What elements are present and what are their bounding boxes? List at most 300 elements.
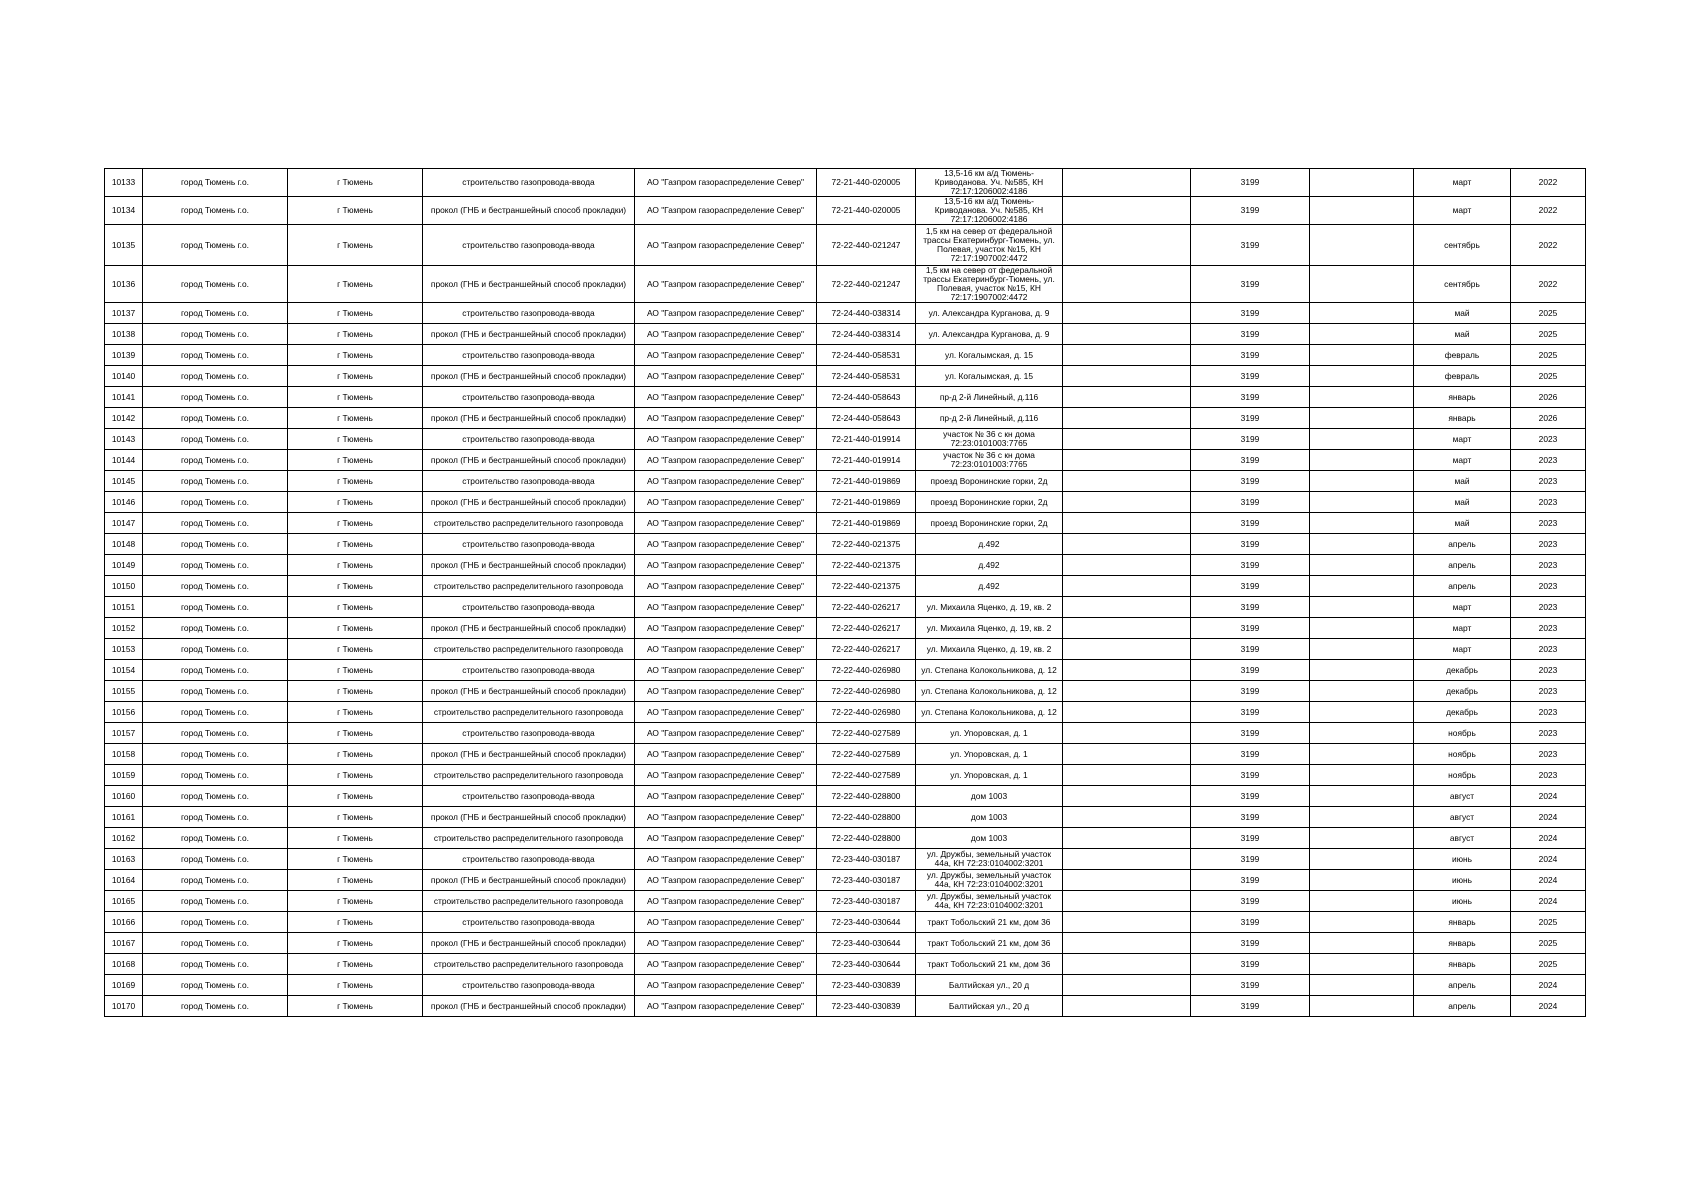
cell-work-type: прокол (ГНБ и бестраншейный способ прокладки) <box>423 681 635 702</box>
cell-row-number: 10169 <box>105 975 143 996</box>
cell-work-type: прокол (ГНБ и бестраншейный способ прокладки) <box>423 870 635 891</box>
cell-application-number: 72-23-440-030644 <box>817 933 916 954</box>
cell-municipality: город Тюмень г.о. <box>143 807 288 828</box>
cell-empty-col-b <box>1310 912 1414 933</box>
cell-organization: АО "Газпром газораспределение Север" <box>635 555 817 576</box>
cell-organization: АО "Газпром газораспределение Север" <box>635 639 817 660</box>
cell-locality: г Тюмень <box>288 534 423 555</box>
cell-address: ул. Степана Колокольникова, д. 12 <box>916 681 1063 702</box>
cell-year: 2023 <box>1511 639 1586 660</box>
cell-municipality: город Тюмень г.о. <box>143 471 288 492</box>
cell-year: 2022 <box>1511 197 1586 225</box>
cell-address: Балтийская ул., 20 д <box>916 975 1063 996</box>
cell-month: апрель <box>1414 555 1511 576</box>
cell-empty-col-b <box>1310 513 1414 534</box>
table-row <box>105 576 1586 597</box>
cell-empty-col-a <box>1063 975 1191 996</box>
cell-month: ноябрь <box>1414 744 1511 765</box>
cell-tariff-code: 3199 <box>1191 266 1310 303</box>
cell-row-number: 10151 <box>105 597 143 618</box>
cell-organization: АО "Газпром газораспределение Север" <box>635 266 817 303</box>
cell-month: май <box>1414 324 1511 345</box>
cell-empty-col-b <box>1310 450 1414 471</box>
cell-locality: г Тюмень <box>288 597 423 618</box>
cell-address: ул. Михаила Яценко, д. 19, кв. 2 <box>916 618 1063 639</box>
cell-year: 2025 <box>1511 345 1586 366</box>
table-row <box>105 702 1586 723</box>
cell-address: ул. Степана Колокольникова, д. 12 <box>916 702 1063 723</box>
cell-work-type: строительство распределительного газопровода <box>423 702 635 723</box>
cell-empty-col-b <box>1310 765 1414 786</box>
cell-empty-col-b <box>1310 870 1414 891</box>
cell-tariff-code: 3199 <box>1191 429 1310 450</box>
table-row <box>105 366 1586 387</box>
cell-address: пр-д 2-й Линейный, д.116 <box>916 387 1063 408</box>
table-row <box>105 169 1586 197</box>
cell-empty-col-a <box>1063 266 1191 303</box>
cell-locality: г Тюмень <box>288 933 423 954</box>
cell-tariff-code: 3199 <box>1191 660 1310 681</box>
cell-empty-col-b <box>1310 723 1414 744</box>
cell-work-type: прокол (ГНБ и бестраншейный способ прокладки) <box>423 197 635 225</box>
cell-month: август <box>1414 786 1511 807</box>
cell-empty-col-b <box>1310 303 1414 324</box>
cell-empty-col-b <box>1310 408 1414 429</box>
cell-municipality: город Тюмень г.о. <box>143 870 288 891</box>
cell-empty-col-b <box>1310 597 1414 618</box>
cell-empty-col-a <box>1063 534 1191 555</box>
cell-address: д.492 <box>916 555 1063 576</box>
cell-empty-col-a <box>1063 954 1191 975</box>
cell-locality: г Тюмень <box>288 429 423 450</box>
cell-month: декабрь <box>1414 681 1511 702</box>
table-row <box>105 197 1586 225</box>
table-row <box>105 408 1586 429</box>
cell-organization: АО "Газпром газораспределение Север" <box>635 513 817 534</box>
cell-application-number: 72-24-440-038314 <box>817 303 916 324</box>
table-row <box>105 450 1586 471</box>
cell-row-number: 10154 <box>105 660 143 681</box>
cell-tariff-code: 3199 <box>1191 345 1310 366</box>
table-row <box>105 996 1586 1017</box>
cell-month: апрель <box>1414 576 1511 597</box>
cell-empty-col-a <box>1063 471 1191 492</box>
cell-address: ул. Дружбы, земельный участок 44а, КН 72:23:0104002:3201 <box>916 849 1063 870</box>
cell-month: январь <box>1414 387 1511 408</box>
cell-empty-col-b <box>1310 534 1414 555</box>
cell-row-number: 10156 <box>105 702 143 723</box>
cell-locality: г Тюмень <box>288 513 423 534</box>
cell-empty-col-b <box>1310 169 1414 197</box>
cell-empty-col-a <box>1063 723 1191 744</box>
cell-row-number: 10136 <box>105 266 143 303</box>
cell-work-type: строительство распределительного газопровода <box>423 954 635 975</box>
cell-work-type: строительство газопровода-ввода <box>423 345 635 366</box>
table-row <box>105 891 1586 912</box>
cell-work-type: прокол (ГНБ и бестраншейный способ прокладки) <box>423 744 635 765</box>
cell-empty-col-a <box>1063 597 1191 618</box>
cell-locality: г Тюмень <box>288 954 423 975</box>
cell-municipality: город Тюмень г.о. <box>143 975 288 996</box>
cell-municipality: город Тюмень г.о. <box>143 324 288 345</box>
cell-empty-col-b <box>1310 471 1414 492</box>
table-row <box>105 870 1586 891</box>
cell-address: ул. Дружбы, земельный участок 44а, КН 72:23:0104002:3201 <box>916 891 1063 912</box>
cell-row-number: 10135 <box>105 225 143 266</box>
cell-locality: г Тюмень <box>288 807 423 828</box>
cell-address: ул. Упоровская, д. 1 <box>916 744 1063 765</box>
cell-municipality: город Тюмень г.о. <box>143 954 288 975</box>
cell-work-type: строительство газопровода-ввода <box>423 225 635 266</box>
cell-municipality: город Тюмень г.о. <box>143 408 288 429</box>
cell-organization: АО "Газпром газораспределение Север" <box>635 387 817 408</box>
cell-row-number: 10161 <box>105 807 143 828</box>
cell-tariff-code: 3199 <box>1191 639 1310 660</box>
cell-organization: АО "Газпром газораспределение Север" <box>635 828 817 849</box>
cell-year: 2024 <box>1511 996 1586 1017</box>
cell-locality: г Тюмень <box>288 618 423 639</box>
cell-year: 2026 <box>1511 408 1586 429</box>
cell-organization: АО "Газпром газораспределение Север" <box>635 786 817 807</box>
cell-application-number: 72-21-440-019869 <box>817 492 916 513</box>
cell-work-type: строительство газопровода-ввода <box>423 723 635 744</box>
cell-locality: г Тюмень <box>288 387 423 408</box>
cell-row-number: 10140 <box>105 366 143 387</box>
cell-month: март <box>1414 450 1511 471</box>
cell-empty-col-a <box>1063 891 1191 912</box>
cell-application-number: 72-22-440-026980 <box>817 660 916 681</box>
cell-year: 2023 <box>1511 534 1586 555</box>
cell-address: дом 1003 <box>916 807 1063 828</box>
cell-work-type: прокол (ГНБ и бестраншейный способ прокладки) <box>423 933 635 954</box>
cell-year: 2022 <box>1511 169 1586 197</box>
cell-year: 2024 <box>1511 786 1586 807</box>
cell-municipality: город Тюмень г.о. <box>143 492 288 513</box>
cell-tariff-code: 3199 <box>1191 828 1310 849</box>
cell-municipality: город Тюмень г.о. <box>143 849 288 870</box>
cell-address: участок № 36 с кн дома 72:23:0101003:7765 <box>916 429 1063 450</box>
cell-organization: АО "Газпром газораспределение Север" <box>635 197 817 225</box>
cell-municipality: город Тюмень г.о. <box>143 765 288 786</box>
cell-address: Балтийская ул., 20 д <box>916 996 1063 1017</box>
cell-application-number: 72-22-440-028800 <box>817 807 916 828</box>
cell-row-number: 10138 <box>105 324 143 345</box>
cell-month: декабрь <box>1414 702 1511 723</box>
cell-address: тракт Тобольский 21 км, дом 36 <box>916 912 1063 933</box>
cell-empty-col-a <box>1063 492 1191 513</box>
cell-locality: г Тюмень <box>288 303 423 324</box>
cell-address: д.492 <box>916 534 1063 555</box>
cell-municipality: город Тюмень г.о. <box>143 828 288 849</box>
cell-month: март <box>1414 597 1511 618</box>
cell-empty-col-b <box>1310 744 1414 765</box>
cell-month: май <box>1414 303 1511 324</box>
cell-address: проезд Воронинские горки, 2д <box>916 471 1063 492</box>
table-row <box>105 786 1586 807</box>
cell-empty-col-b <box>1310 197 1414 225</box>
cell-year: 2025 <box>1511 912 1586 933</box>
cell-address: проезд Воронинские горки, 2д <box>916 513 1063 534</box>
cell-work-type: прокол (ГНБ и бестраншейный способ прокладки) <box>423 450 635 471</box>
table-row <box>105 933 1586 954</box>
cell-tariff-code: 3199 <box>1191 303 1310 324</box>
cell-locality: г Тюмень <box>288 870 423 891</box>
cell-application-number: 72-23-440-030839 <box>817 975 916 996</box>
cell-empty-col-a <box>1063 681 1191 702</box>
cell-year: 2025 <box>1511 366 1586 387</box>
cell-locality: г Тюмень <box>288 828 423 849</box>
cell-organization: АО "Газпром газораспределение Север" <box>635 933 817 954</box>
cell-organization: АО "Газпром газораспределение Север" <box>635 408 817 429</box>
cell-work-type: строительство газопровода-ввода <box>423 849 635 870</box>
cell-row-number: 10145 <box>105 471 143 492</box>
cell-organization: АО "Газпром газораспределение Север" <box>635 450 817 471</box>
cell-month: июнь <box>1414 849 1511 870</box>
cell-month: март <box>1414 197 1511 225</box>
cell-tariff-code: 3199 <box>1191 225 1310 266</box>
cell-organization: АО "Газпром газораспределение Север" <box>635 492 817 513</box>
cell-municipality: город Тюмень г.о. <box>143 660 288 681</box>
cell-work-type: строительство газопровода-ввода <box>423 303 635 324</box>
cell-application-number: 72-21-440-019869 <box>817 513 916 534</box>
cell-organization: АО "Газпром газораспределение Север" <box>635 954 817 975</box>
table-row <box>105 324 1586 345</box>
cell-empty-col-a <box>1063 996 1191 1017</box>
cell-year: 2024 <box>1511 849 1586 870</box>
cell-locality: г Тюмень <box>288 197 423 225</box>
cell-application-number: 72-21-440-019914 <box>817 450 916 471</box>
cell-address: 13,5-16 км а/д Тюмень-Криводанова. Уч. №585, КН 72:17:1206002:4186 <box>916 169 1063 197</box>
cell-locality: г Тюмень <box>288 744 423 765</box>
cell-year: 2025 <box>1511 324 1586 345</box>
table-row <box>105 744 1586 765</box>
cell-month: апрель <box>1414 975 1511 996</box>
cell-work-type: прокол (ГНБ и бестраншейный способ прокладки) <box>423 555 635 576</box>
cell-locality: г Тюмень <box>288 891 423 912</box>
cell-tariff-code: 3199 <box>1191 933 1310 954</box>
cell-empty-col-b <box>1310 786 1414 807</box>
cell-tariff-code: 3199 <box>1191 169 1310 197</box>
cell-empty-col-a <box>1063 744 1191 765</box>
cell-organization: АО "Газпром газораспределение Север" <box>635 471 817 492</box>
cell-address: д.492 <box>916 576 1063 597</box>
cell-tariff-code: 3199 <box>1191 324 1310 345</box>
cell-tariff-code: 3199 <box>1191 513 1310 534</box>
cell-row-number: 10160 <box>105 786 143 807</box>
table-row <box>105 597 1586 618</box>
cell-application-number: 72-22-440-026980 <box>817 681 916 702</box>
cell-organization: АО "Газпром газораспределение Север" <box>635 597 817 618</box>
cell-month: ноябрь <box>1414 765 1511 786</box>
cell-empty-col-b <box>1310 702 1414 723</box>
cell-month: январь <box>1414 408 1511 429</box>
table-row <box>105 303 1586 324</box>
cell-locality: г Тюмень <box>288 492 423 513</box>
cell-empty-col-b <box>1310 891 1414 912</box>
cell-organization: АО "Газпром газораспределение Север" <box>635 681 817 702</box>
cell-municipality: город Тюмень г.о. <box>143 786 288 807</box>
cell-application-number: 72-21-440-019914 <box>817 429 916 450</box>
cell-locality: г Тюмень <box>288 324 423 345</box>
cell-municipality: город Тюмень г.о. <box>143 303 288 324</box>
cell-row-number: 10143 <box>105 429 143 450</box>
cell-row-number: 10148 <box>105 534 143 555</box>
cell-empty-col-b <box>1310 975 1414 996</box>
table-row <box>105 765 1586 786</box>
cell-address: тракт Тобольский 21 км, дом 36 <box>916 933 1063 954</box>
cell-municipality: город Тюмень г.о. <box>143 681 288 702</box>
cell-locality: г Тюмень <box>288 576 423 597</box>
cell-municipality: город Тюмень г.о. <box>143 534 288 555</box>
table-row <box>105 555 1586 576</box>
cell-month: декабрь <box>1414 660 1511 681</box>
cell-month: июнь <box>1414 870 1511 891</box>
cell-tariff-code: 3199 <box>1191 870 1310 891</box>
cell-year: 2024 <box>1511 807 1586 828</box>
cell-municipality: город Тюмень г.о. <box>143 639 288 660</box>
cell-work-type: прокол (ГНБ и бестраншейный способ прокладки) <box>423 618 635 639</box>
cell-tariff-code: 3199 <box>1191 597 1310 618</box>
cell-organization: АО "Газпром газораспределение Север" <box>635 169 817 197</box>
cell-month: май <box>1414 513 1511 534</box>
cell-empty-col-b <box>1310 492 1414 513</box>
cell-tariff-code: 3199 <box>1191 996 1310 1017</box>
cell-row-number: 10134 <box>105 197 143 225</box>
cell-empty-col-a <box>1063 912 1191 933</box>
cell-empty-col-a <box>1063 807 1191 828</box>
cell-municipality: город Тюмень г.о. <box>143 513 288 534</box>
cell-month: февраль <box>1414 345 1511 366</box>
cell-row-number: 10142 <box>105 408 143 429</box>
cell-row-number: 10164 <box>105 870 143 891</box>
table-row <box>105 471 1586 492</box>
cell-tariff-code: 3199 <box>1191 492 1310 513</box>
cell-municipality: город Тюмень г.о. <box>143 933 288 954</box>
cell-address: дом 1003 <box>916 786 1063 807</box>
table-row <box>105 345 1586 366</box>
cell-month: апрель <box>1414 996 1511 1017</box>
cell-tariff-code: 3199 <box>1191 387 1310 408</box>
cell-empty-col-a <box>1063 225 1191 266</box>
cell-locality: г Тюмень <box>288 169 423 197</box>
cell-locality: г Тюмень <box>288 849 423 870</box>
cell-locality: г Тюмень <box>288 912 423 933</box>
cell-empty-col-b <box>1310 996 1414 1017</box>
cell-locality: г Тюмень <box>288 660 423 681</box>
table-row <box>105 828 1586 849</box>
table-row <box>105 681 1586 702</box>
cell-year: 2026 <box>1511 387 1586 408</box>
table-row <box>105 513 1586 534</box>
cell-empty-col-a <box>1063 660 1191 681</box>
cell-work-type: строительство распределительного газопровода <box>423 828 635 849</box>
cell-year: 2022 <box>1511 266 1586 303</box>
cell-work-type: строительство газопровода-ввода <box>423 429 635 450</box>
cell-address: ул. Когалымская, д. 15 <box>916 345 1063 366</box>
cell-empty-col-a <box>1063 450 1191 471</box>
cell-work-type: строительство распределительного газопровода <box>423 891 635 912</box>
cell-organization: АО "Газпром газораспределение Север" <box>635 225 817 266</box>
cell-application-number: 72-22-440-027589 <box>817 744 916 765</box>
cell-municipality: город Тюмень г.о. <box>143 576 288 597</box>
cell-work-type: строительство распределительного газопровода <box>423 576 635 597</box>
cell-empty-col-a <box>1063 303 1191 324</box>
cell-application-number: 72-23-440-030187 <box>817 870 916 891</box>
cell-organization: АО "Газпром газораспределение Север" <box>635 849 817 870</box>
cell-year: 2023 <box>1511 492 1586 513</box>
cell-row-number: 10153 <box>105 639 143 660</box>
cell-application-number: 72-22-440-026217 <box>817 597 916 618</box>
cell-municipality: город Тюмень г.о. <box>143 387 288 408</box>
cell-row-number: 10144 <box>105 450 143 471</box>
cell-empty-col-a <box>1063 618 1191 639</box>
cell-address: ул. Упоровская, д. 1 <box>916 723 1063 744</box>
cell-empty-col-b <box>1310 660 1414 681</box>
cell-application-number: 72-24-440-058531 <box>817 366 916 387</box>
cell-row-number: 10139 <box>105 345 143 366</box>
cell-organization: АО "Газпром газораспределение Север" <box>635 576 817 597</box>
cell-locality: г Тюмень <box>288 765 423 786</box>
cell-tariff-code: 3199 <box>1191 954 1310 975</box>
cell-year: 2023 <box>1511 618 1586 639</box>
cell-organization: АО "Газпром газораспределение Север" <box>635 345 817 366</box>
cell-organization: АО "Газпром газораспределение Север" <box>635 366 817 387</box>
cell-organization: АО "Газпром газораспределение Север" <box>635 975 817 996</box>
cell-month: июнь <box>1414 891 1511 912</box>
cell-empty-col-a <box>1063 345 1191 366</box>
cell-locality: г Тюмень <box>288 786 423 807</box>
cell-year: 2025 <box>1511 954 1586 975</box>
cell-year: 2023 <box>1511 471 1586 492</box>
cell-organization: АО "Газпром газораспределение Север" <box>635 660 817 681</box>
cell-row-number: 10137 <box>105 303 143 324</box>
cell-month: май <box>1414 492 1511 513</box>
cell-application-number: 72-22-440-027589 <box>817 723 916 744</box>
cell-row-number: 10166 <box>105 912 143 933</box>
cell-application-number: 72-23-440-030839 <box>817 996 916 1017</box>
cell-year: 2024 <box>1511 870 1586 891</box>
cell-application-number: 72-21-440-020005 <box>817 169 916 197</box>
table-body <box>105 169 1586 1017</box>
data-table <box>104 168 1586 1017</box>
cell-address: 1,5 км на север от федеральной трассы Екатеринбург-Тюмень, ул. Полевая, участок №15, КН 72:17:1907002:4472 <box>916 266 1063 303</box>
cell-year: 2025 <box>1511 933 1586 954</box>
cell-year: 2023 <box>1511 681 1586 702</box>
cell-application-number: 72-21-440-020005 <box>817 197 916 225</box>
table-row <box>105 492 1586 513</box>
table-row <box>105 660 1586 681</box>
cell-empty-col-b <box>1310 324 1414 345</box>
cell-row-number: 10146 <box>105 492 143 513</box>
cell-empty-col-a <box>1063 324 1191 345</box>
cell-empty-col-b <box>1310 807 1414 828</box>
cell-empty-col-a <box>1063 169 1191 197</box>
cell-tariff-code: 3199 <box>1191 807 1310 828</box>
cell-organization: АО "Газпром газораспределение Север" <box>635 765 817 786</box>
cell-municipality: город Тюмень г.о. <box>143 197 288 225</box>
table-row <box>105 534 1586 555</box>
cell-municipality: город Тюмень г.о. <box>143 996 288 1017</box>
cell-year: 2023 <box>1511 744 1586 765</box>
cell-empty-col-a <box>1063 849 1191 870</box>
cell-address: 1,5 км на север от федеральной трассы Екатеринбург-Тюмень, ул. Полевая, участок №15, КН 72:17:1907002:4472 <box>916 225 1063 266</box>
cell-work-type: строительство газопровода-ввода <box>423 912 635 933</box>
cell-application-number: 72-23-440-030187 <box>817 849 916 870</box>
cell-empty-col-a <box>1063 786 1191 807</box>
cell-locality: г Тюмень <box>288 975 423 996</box>
cell-municipality: город Тюмень г.о. <box>143 555 288 576</box>
cell-organization: АО "Газпром газораспределение Север" <box>635 807 817 828</box>
